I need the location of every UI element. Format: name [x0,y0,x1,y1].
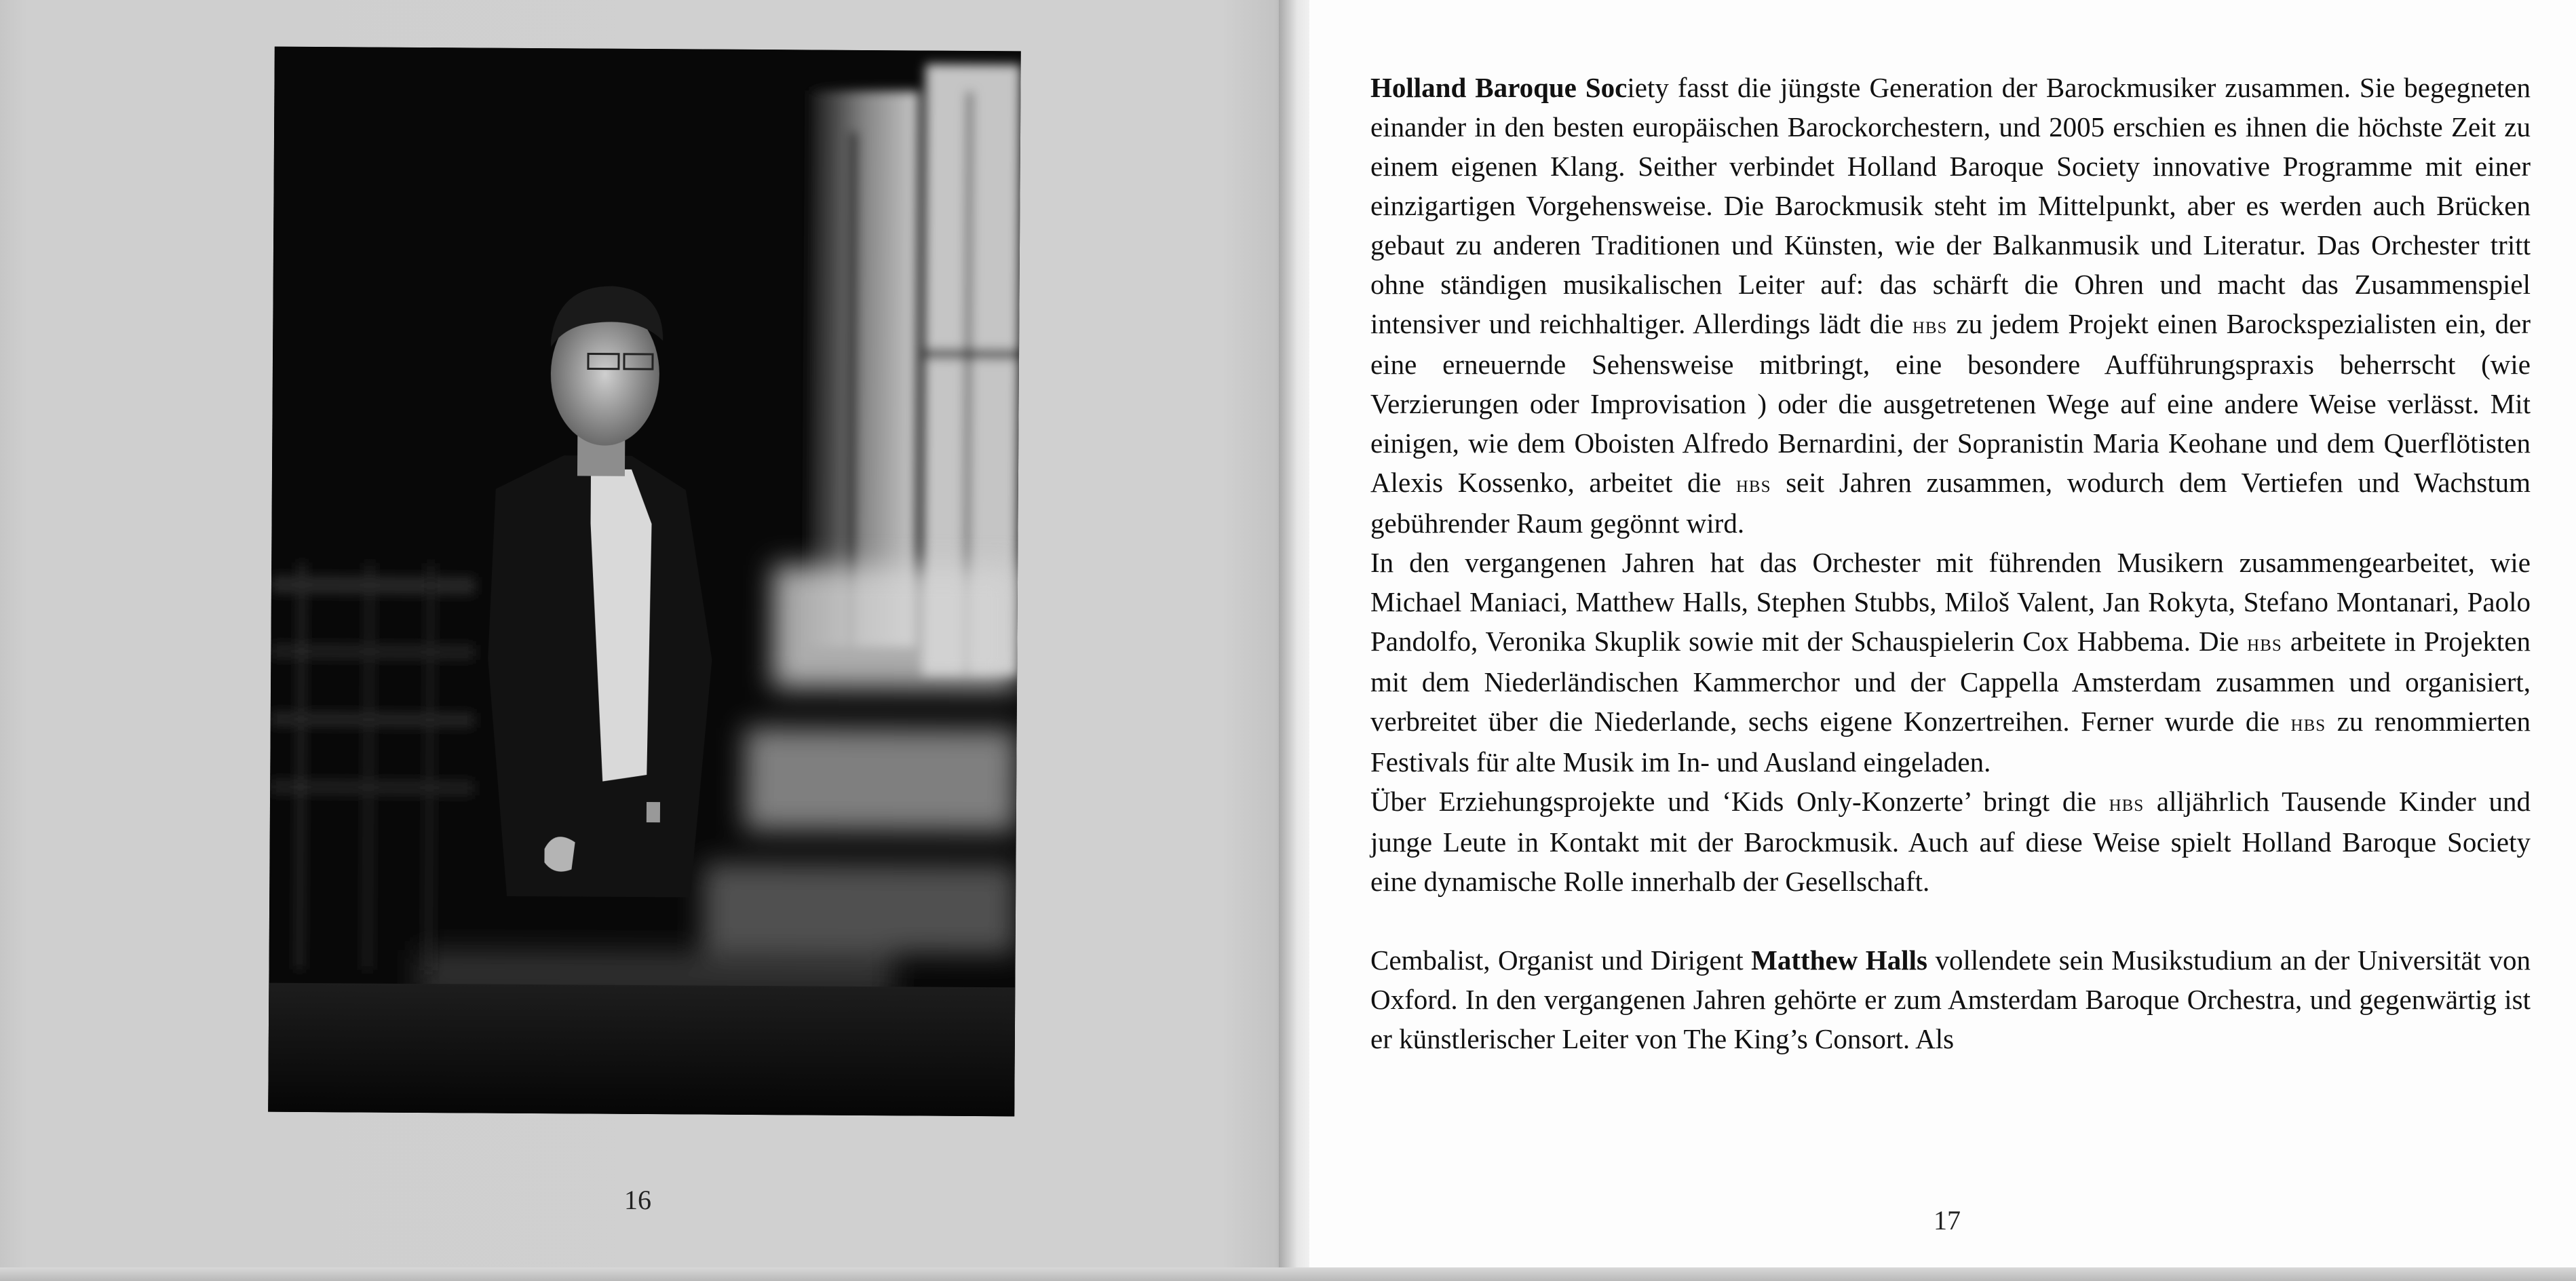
bold-lead: Holland Baroque Soc [1370,72,1628,103]
page-number-right: 17 [1934,1205,1961,1236]
paragraph-matthew-halls: Cembalist, Organist und Dirigent Matthew Halls vollendete sein Musikstudium an der Universität von Oxford. In den vergangenen Jahren gehörte er zum Amsterdam Baroque Orchestra, und gegenwärtig ist er künstlerischer Leiter von The King’s Consort. Als [1370,944,2531,1054]
abbr-hbs: hbs [1912,311,1948,339]
bold-name: Matthew Halls [1751,944,1927,976]
portrait-photo-drawing [268,47,1021,1117]
page-number-left: 16 [624,1185,651,1215]
abbr-hbs: hbs [2247,629,2282,656]
abbr-hbs: hbs [2109,789,2145,816]
paragraph-collaborations: In den vergangenen Jahren hat das Orchester mit führenden Musikern zusammengearbeitet, wie Michael Maniaci, Matthew Halls, Stephen Stubbs, Miloš Valent, Jan Rokyta, Stefano Montanari, Paolo Pandolfo, Veronika Skuplik sowie mit der Schauspielerin Cox Habbema. Die hbs arbeitete in Projekten mit dem Niederländischen Kammerchor und der Cappella Amsterdam zusammen und organisiert, verbreitet über die Niederlande, sechs eigene Konzertreihen. Ferner wurde die hbs zu renommierten Festivals für alte Musik im In- und Ausland eingeladen. [1370,547,2531,778]
scan-bottom-edge [0,1267,2576,1281]
abbr-hbs: hbs [1735,470,1771,497]
abbr-hbs: hbs [2290,709,2326,736]
paragraph-hbs-intro: Holland Baroque Society fasst die jüngste Generation der Barockmusiker zusammen. Sie begegneten einander in den besten europäischen Barockorchestern, und 2005 erschien es ihnen die höchste Zeit zu einem eigenen Klang. Seither verbindet Holland Baroque Society innovative Programme mit einer einzigartigen Vorgehensweise. Die Barockmusik steht im Mittelpunkt, aber es werden auch Brücken gebaut zu anderen Traditionen und Künsten, wie der Balkanmusik und Literatur. Das Orchester tritt ohne ständigen musikalischen Leiter auf: das schärft die Ohren und macht das Zusammenspiel intensiver und reichhaltiger. Allerdings lädt die hbs zu jedem Projekt einen Barockspezialisten ein, der eine erneuernde Sehensweise mitbringt, eine besondere Aufführungspraxis beherrscht (wie Verzierungen oder Improvisation ) oder die ausgetretenen Wege auf eine andere Weise verlässt. Mit einigen, wie dem Oboisten Alfredo Bernardini, der Sopranistin Maria Keohane und dem Querflötisten Alexis Kossenko, arbeitet die hbs seit Jahren zusammen, wodurch dem Vertiefen und Wachstum gebührender Raum gegönnt wird. [1370,72,2531,539]
body-text [1370,68,2531,1058]
paragraph-education: Über Erziehungsprojekte und ‘Kids Only-Konzerte’ bringt die hbs alljährlich Tausende Kinder und junge Leute in Kontakt mit der Barockmusik. Auch auf diese Weise spielt Holland Baroque Society eine dynamische Rolle innerhalb der Gesellschaft. [1370,786,2531,897]
portrait-photo [268,47,1021,1117]
